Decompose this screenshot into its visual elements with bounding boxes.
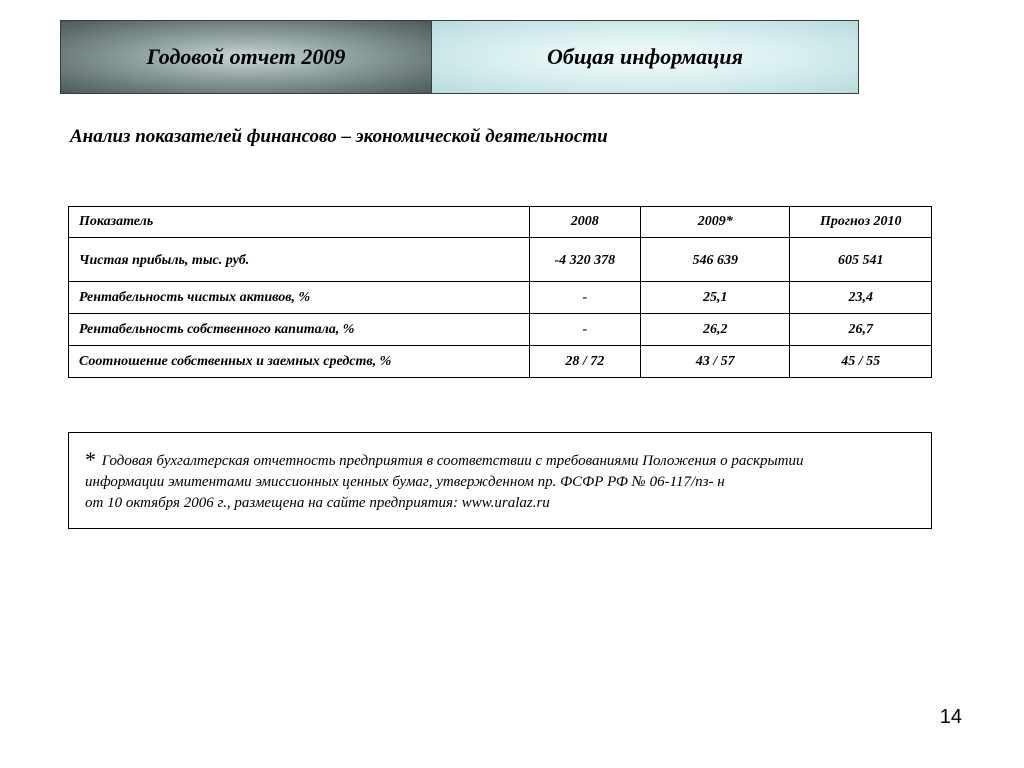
footnote-line: от 10 октября 2006 г., размещена на сайте предприятия: www.uralaz.ru [85, 495, 550, 511]
indicators-table [68, 206, 932, 378]
row-label: Рентабельность чистых активов, % [69, 282, 530, 314]
footnote-box [68, 432, 932, 529]
cell-forecast-2010: 605 541 [790, 238, 932, 282]
section-title-banner [431, 20, 859, 94]
column-header-2008: 2008 [529, 207, 640, 238]
cell-2009: 25,1 [640, 282, 790, 314]
table-header-row [69, 207, 932, 238]
cell-2008: - [529, 314, 640, 346]
cell-2008: 28 / 72 [529, 346, 640, 378]
cell-2009: 43 / 57 [640, 346, 790, 378]
footnote-marker: * [85, 447, 96, 472]
cell-2009: 26,2 [640, 314, 790, 346]
table-row [69, 314, 932, 346]
section-title: Общая информация [546, 44, 743, 69]
row-label: Рентабельность собственного капитала, % [69, 314, 530, 346]
report-title-banner [60, 20, 432, 94]
cell-forecast-2010: 45 / 55 [790, 346, 932, 378]
page-number: 14 [939, 706, 962, 728]
table-row [69, 346, 932, 378]
footnote-line [83, 449, 921, 472]
cell-forecast-2010: 26,7 [790, 314, 932, 346]
footnote-text: Годовая бухгалтерская отчетность предприятия в соответствии с требованиями Положения о раскрытии [101, 453, 804, 469]
cell-2008: -4 320 378 [529, 238, 640, 282]
footnote-line: информации эмитентами эмиссионных ценных бумаг, утвержденном пр. ФСФР РФ № 06-117/пз- н [85, 474, 725, 490]
table-row [69, 282, 932, 314]
report-title: Годовой отчет 2009 [146, 44, 346, 69]
column-header-forecast-2010: Прогноз 2010 [790, 207, 932, 238]
cell-2009: 546 639 [640, 238, 790, 282]
cell-2008: - [529, 282, 640, 314]
column-header-indicator: Показатель [69, 207, 530, 238]
table-row [69, 238, 932, 282]
column-header-2009: 2009* [640, 207, 790, 238]
page-subtitle: Анализ показателей финансово – экономической деятельности [70, 126, 608, 147]
row-label: Чистая прибыль, тыс. руб. [69, 238, 530, 282]
cell-forecast-2010: 23,4 [790, 282, 932, 314]
row-label: Соотношение собственных и заемных средств, % [69, 346, 530, 378]
